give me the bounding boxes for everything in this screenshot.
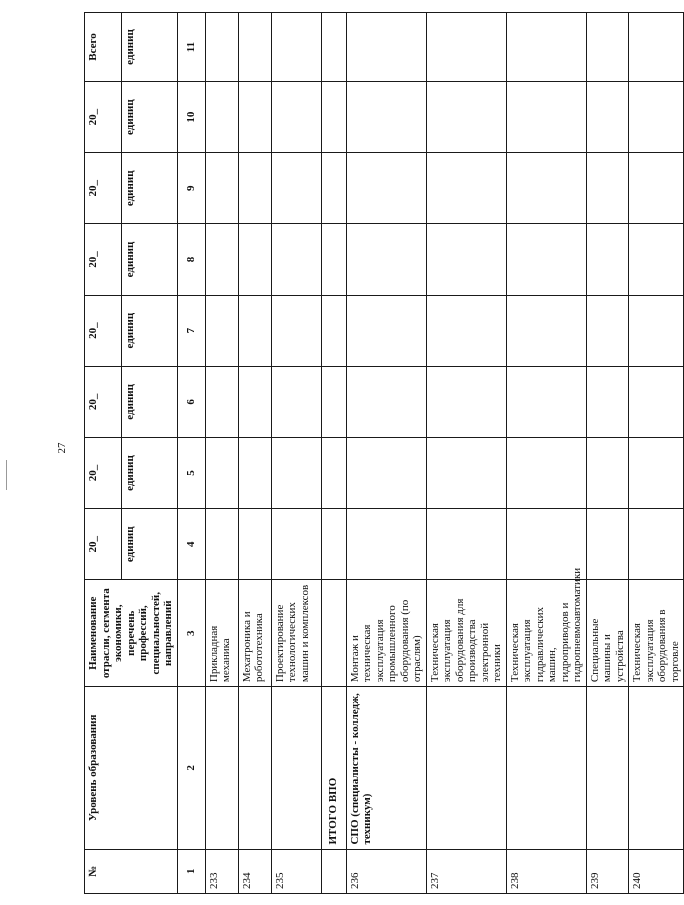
page-number: 27 — [56, 442, 68, 454]
header-no: № — [85, 849, 178, 893]
row-level — [629, 687, 684, 849]
column-number-row — [177, 13, 205, 894]
table-row — [346, 13, 426, 894]
table-row — [629, 13, 684, 894]
header-year-1: 20_ — [85, 509, 122, 580]
header-year-6: 20_ — [85, 153, 122, 224]
row-no: 238 — [506, 849, 586, 893]
column-number: 10 — [177, 82, 205, 153]
row-no: 240 — [629, 849, 684, 893]
row-name: Техническая эксплуатация оборудования для производства электронной техники — [426, 580, 506, 687]
header-row-top — [85, 13, 122, 894]
row-level — [506, 687, 586, 849]
column-number: 2 — [177, 687, 205, 849]
education-table — [84, 12, 684, 894]
row-level — [271, 687, 321, 849]
row-name: Специальные машины и устройства — [586, 580, 629, 687]
row-name — [321, 580, 346, 687]
header-unit-total: единиц — [121, 13, 177, 82]
rotated-table-wrapper — [84, 12, 681, 894]
row-name: Мехатроника и робототехника — [238, 580, 271, 687]
column-number: 3 — [177, 580, 205, 687]
row-level — [238, 687, 271, 849]
row-name: Техническая эксплуатация оборудования в торговле — [629, 580, 684, 687]
scan-artifact-line — [6, 460, 7, 490]
row-no: 235 — [271, 849, 321, 893]
header-level: Уровень образования — [85, 687, 178, 849]
table-row — [238, 13, 271, 894]
header-year-3: 20_ — [85, 366, 122, 437]
row-level — [205, 687, 238, 849]
row-name: Техническая эксплуатация гидравлических машин, гидроприводов и гидропневмоавтоматики — [506, 580, 586, 687]
header-year-4: 20_ — [85, 295, 122, 366]
column-number: 4 — [177, 509, 205, 580]
column-number: 5 — [177, 437, 205, 508]
column-number: 1 — [177, 849, 205, 893]
header-unit-6: единиц — [121, 153, 177, 224]
row-no: 233 — [205, 849, 238, 893]
row-no: 237 — [426, 849, 506, 893]
row-name: Проектирование технологических машин и комплексов — [271, 580, 321, 687]
row-no: 239 — [586, 849, 629, 893]
header-unit-3: единиц — [121, 366, 177, 437]
table-row — [271, 13, 321, 894]
row-no: 236 — [346, 849, 426, 893]
table-row — [506, 13, 586, 894]
row-name: Монтаж и техническая эксплуатация промышленного оборудования (по отраслям) — [346, 580, 426, 687]
total-label: ИТОГО ВПО — [321, 687, 346, 849]
header-total: Всего — [85, 13, 122, 82]
header-year-5: 20_ — [85, 224, 122, 295]
row-level — [426, 687, 506, 849]
row-level — [586, 687, 629, 849]
row-no: 234 — [238, 849, 271, 893]
row-level: СПО (специалисты - колледж, техникум) — [346, 687, 426, 849]
table-row — [205, 13, 238, 894]
header-year-7: 20_ — [85, 82, 122, 153]
table-row — [586, 13, 629, 894]
column-number: 11 — [177, 13, 205, 82]
header-unit-1: единиц — [121, 509, 177, 580]
header-unit-5: единиц — [121, 224, 177, 295]
total-row — [321, 13, 346, 894]
column-number: 7 — [177, 295, 205, 366]
header-year-2: 20_ — [85, 437, 122, 508]
column-number: 6 — [177, 366, 205, 437]
header-name: Наименование отрасли, сегмента экономики, перечень профессий, специальностей, направлений — [85, 580, 178, 687]
column-number: 9 — [177, 153, 205, 224]
header-unit-2: единиц — [121, 437, 177, 508]
row-name: Прикладная механика — [205, 580, 238, 687]
column-number: 8 — [177, 224, 205, 295]
header-unit-4: единиц — [121, 295, 177, 366]
row-no — [321, 849, 346, 893]
table-row — [426, 13, 506, 894]
header-unit-7: единиц — [121, 82, 177, 153]
